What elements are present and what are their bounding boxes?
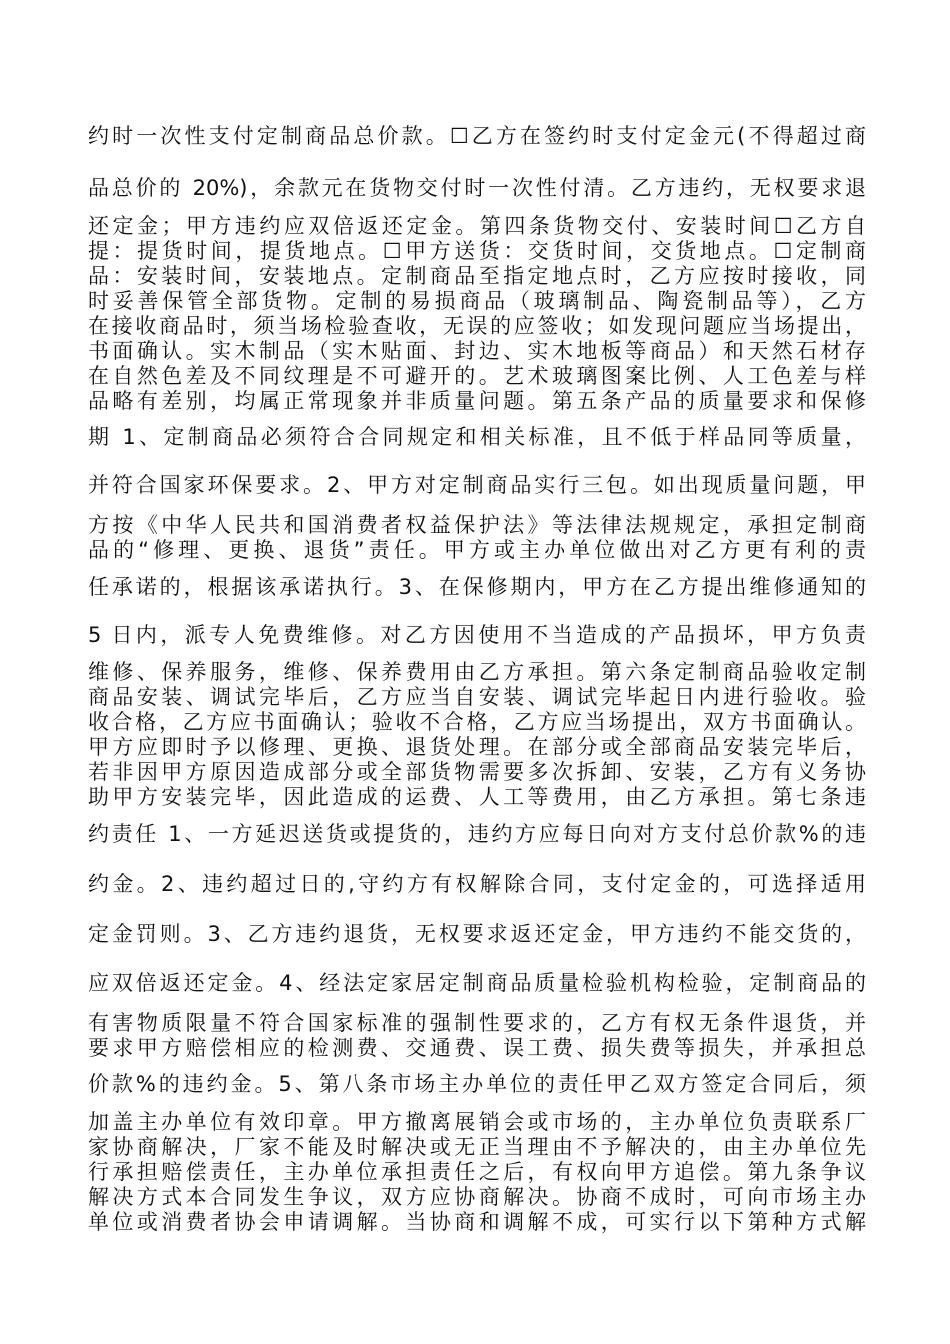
text-line: 价款%的违约金。5、第八条市场主办单位的责任甲乙双方签定合同后，须 (88, 1072, 866, 1096)
text-line: 任承诺的，根据该承诺执行。3、在保修期内，甲方在乙方提出维修通知的 (88, 575, 866, 599)
text-line: 期 1、定制商品必须符合合同规定和相关标准，且不低于样品同等质量， (88, 425, 866, 449)
text-line: 5 日内，派专人免费维修。对乙方因使用不当造成的产品损坏，甲方负责 (88, 623, 866, 647)
text-line: 品：安装时间，安装地点。定制商品至指定地点时，乙方应按时接收，同 (88, 264, 866, 288)
text-line: 并符合国家环保要求。2、甲方对定制商品实行三包。如出现质量问题，甲 (88, 473, 866, 497)
text-line: 甲方应即时予以修理、更换、退货处理。在部分或全部商品安装完毕后， (88, 735, 866, 759)
text-line: 单位或消费者协会申请调解。当协商和调解不成，可实行以下第种方式解 (88, 1210, 866, 1234)
text-line: 品总价的 20%)，余款元在货物交付时一次性付清。乙方违约，无权要求退 (88, 176, 866, 200)
text-line: 加盖主办单位有效印章。甲方撤离展销会或市场的，主办单位负责联系厂 (88, 1110, 866, 1134)
text-line: 应双倍返还定金。4、经法定家居定制商品质量检验机构检验，定制商品的 (88, 971, 866, 995)
text-line: 约金。2、违约超过日的,守约方有权解除合同，支付定金的，可选择适用 (88, 872, 866, 896)
text-line: 约时一次性支付定制商品总价款。☐乙方在签约时支付定金元(不得超过商 (88, 124, 866, 148)
text-line: 时妥善保管全部货物。定制的易损商品（玻璃制品、陶瓷制品等），乙方 (88, 289, 866, 313)
text-line: 还定金；甲方违约应双倍返还定金。第四条货物交付、安装时间☐乙方自 (88, 214, 866, 238)
text-line: 定金罚则。3、乙方违约退货，无权要求返还定金，甲方违约不能交货的， (88, 922, 866, 946)
text-line: 有害物质限量不符合国家标准的强制性要求的，乙方有权无条件退货，并 (88, 1011, 866, 1035)
text-line: 在接收商品时，须当场检验查收，无误的应签收；如发现问题应当场提出， (88, 314, 866, 338)
text-line: 提：提货时间，提货地点。☐甲方送货：交货时间，交货地点。☐定制商 (88, 239, 866, 263)
text-line: 若非因甲方原因造成部分或全部货物需要多次拆卸、安装，乙方有义务协 (88, 760, 866, 784)
text-line: 约责任 1、一方延迟送货或提货的，违约方应每日向对方支付总价款%的违 (88, 822, 866, 846)
text-line: 解决方式本合同发生争议，双方应协商解决。协商不成时，可向市场主办 (88, 1185, 866, 1209)
text-line: 收合格，乙方应书面确认；验收不合格，乙方应当场提出，双方书面确认。 (88, 710, 866, 734)
text-line: 品的“修理、更换、退货”责任。甲方或主办单位做出对乙方更有利的责 (88, 538, 866, 562)
text-line: 行承担赔偿责任，主办单位承担责任之后，有权向甲方追偿。第九条争议 (88, 1160, 866, 1184)
text-line: 商品安装、调试完毕后，乙方应当自安装、调试完毕起日内进行验收。验 (88, 685, 866, 709)
text-line: 品略有差别，均属正常现象并非质量问题。第五条产品的质量要求和保修 (88, 389, 866, 413)
text-line: 方按《中华人民共和国消费者权益保护法》等法律法规规定，承担定制商 (88, 513, 866, 537)
text-line: 维修、保养服务，维修、保养费用由乙方承担。第六条定制商品验收定制 (88, 660, 866, 684)
text-line: 书面确认。实木制品（实木贴面、封边、实木地板等商品）和天然石材存 (88, 339, 866, 363)
text-line: 在自然色差及不同纹理是不可避开的。艺术玻璃图案比例、人工色差与样 (88, 364, 866, 388)
text-line: 要求甲方赔偿相应的检测费、交通费、误工费、损失费等损失，并承担总 (88, 1036, 866, 1060)
text-line: 家协商解决，厂家不能及时解决或无正当理由不予解决的，由主办单位先 (88, 1135, 866, 1159)
text-line: 助甲方安装完毕，因此造成的运费、人工等费用，由乙方承担。第七条违 (88, 785, 866, 809)
